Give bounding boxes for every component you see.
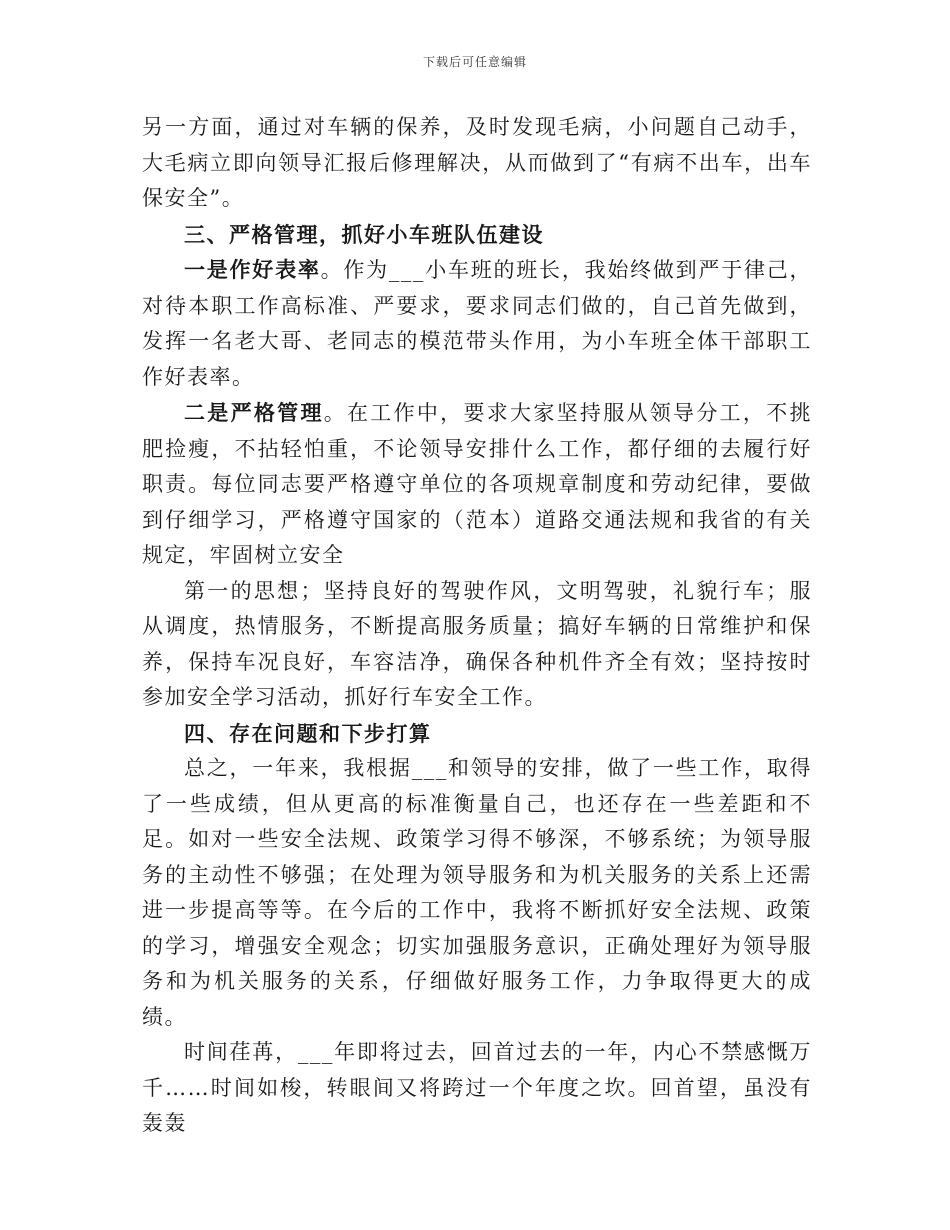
paragraph-text: 时间荏苒，___年即将过去，回首过去的一年，内心不禁感慨万千……时间如梭，转眼间又将跨过一个年度之坎。回首望，虽没有轰轰 — [142, 1040, 812, 1135]
paragraph-text: 。作为___小车班的班长，我始终做到严于律己，对待本职工作高标准、严要求，要求同志们做的，自己首先做到，发挥一名老大哥、老同志的模范带头作用，为小车班全体干部职工作好表率。 — [142, 258, 813, 389]
paragraph-maintenance — [142, 110, 812, 217]
paragraph-lead: 二是严格管理 — [184, 400, 324, 425]
paragraph-strict-management — [142, 395, 812, 574]
paragraph-text: 总之，一年来，我根据___和领导的安排，做了一些工作，取得了一些成绩，但从更高的标准衡量自己，也还存在一些差距和不足。如对一些安全法规、政策学习得不够深，不够系统；为领导服务的主动性不够强；在处理为领导服务和为机关服务的关系上还需进一步提高等等。在今后的工作中，我将不断抓好安全法规、政策的学习，增强安全观念；切实加强服务意识，正确处理好为领导服务和为机关服务的关系，仔细做好服务工作，力争取得更大的成绩。 — [142, 756, 812, 1029]
paragraph-role-model — [142, 252, 812, 395]
paragraph-text: 另一方面，通过对车辆的保养，及时发现毛病，小问题自己动手，大毛病立即向领导汇报后修理解决，从而做到了“有病不出车，出车保安全”。 — [142, 115, 812, 210]
page-header: 下载后可任意编辑 — [422, 55, 527, 69]
heading-text: 四、存在问题和下步打算 — [184, 720, 432, 746]
paragraph-lead: 一是作好表率 — [184, 257, 321, 282]
section-heading-3 — [142, 217, 812, 253]
paragraph-summary — [142, 751, 812, 1035]
paragraph-safety-first — [142, 574, 812, 716]
paragraph-reflection — [142, 1035, 812, 1142]
paragraph-text: 。在工作中，要求大家坚持服从领导分工，不挑肥捡瘦，不拈轻怕重，不论领导安排什么工作，都仔细的去履行好职责。每位同志要严格遵守单位的各项规章制度和劳动纪律，要做到仔细学习，严格遵守国家的（范本）道路交通法规和我省的有关规定，牢固树立安全 — [142, 401, 813, 567]
document-body — [142, 110, 812, 1142]
paragraph-text: 第一的思想；坚持良好的驾驶作风，文明驾驶，礼貌行车；服从调度，热情服务，不断提高服务质量；搞好车辆的日常维护和保养，保持车况良好，车容洁净，确保各种机件齐全有效；坚持按时参加安全学习活动，抓好行车安全工作。 — [142, 578, 812, 709]
heading-text: 三、严格管理，抓好小车班队伍建设 — [184, 221, 544, 247]
section-heading-4 — [142, 716, 812, 752]
